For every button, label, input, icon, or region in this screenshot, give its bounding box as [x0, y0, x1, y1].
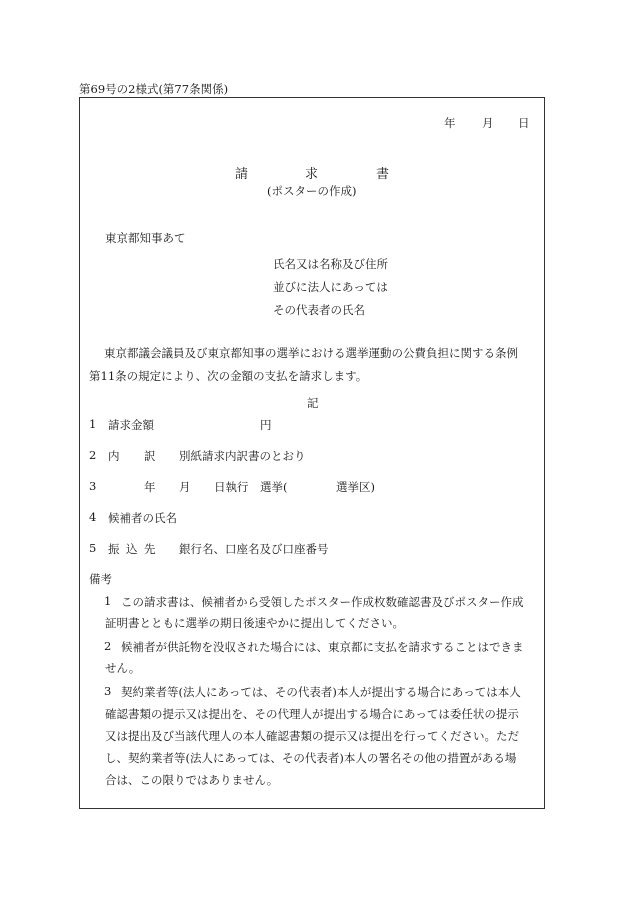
item-5-label-c: 先 — [144, 542, 156, 556]
item-4-label: 候補者の氏名 — [108, 511, 177, 525]
note-1-line-2: 証明書とともに選挙の期日後速やかに提出してください。 — [105, 616, 404, 630]
item-3-month: 月 — [179, 480, 191, 494]
applicant-line-3: その代表者の氏名 — [273, 303, 365, 317]
applicant-line-2: 並びに法人にあっては — [273, 280, 388, 294]
body-line-2: 第11条の規定により、次の金額の支払を請求します。 — [89, 369, 368, 383]
note-3-line-4: し、契約業者等(法人にあっては、その代表者)本人の署名その他の措置がある場 — [105, 751, 517, 765]
item-3-district: 選挙区) — [336, 480, 375, 494]
title-char-2: 求 — [305, 167, 319, 182]
note-1-line-1: この請求書は、候補者から受領したポスター作成枚数確認書及びポスター作成 — [121, 595, 524, 609]
notes-heading: 備考 — [89, 572, 112, 586]
body-line-1: 東京都議会議員及び東京都知事の選挙における選挙運動の公費負担に関する条例 — [104, 346, 518, 360]
item-3-election: 選挙( — [260, 480, 288, 494]
date-day: 日 — [518, 116, 530, 130]
item-3-day-exec: 日執行 — [214, 480, 249, 494]
note-3-line-2: 確認書類の提示又は提出を、その代理人が提出する場合にあっては委任状の提示 — [105, 707, 519, 721]
item-2-value: 別紙請求内訳書のとおり — [179, 449, 306, 463]
addressee: 東京都知事あて — [105, 231, 186, 245]
note-2-line-2: せん。 — [105, 661, 141, 675]
date-month: 月 — [482, 116, 494, 130]
item-1-unit: 円 — [260, 418, 272, 432]
note-2-number: 2 — [104, 639, 112, 653]
date-year: 年 — [444, 116, 456, 130]
applicant-line-1: 氏名又は名称及び住所 — [273, 257, 388, 271]
note-3-line-3: 又は提出及び当該代理人の本人確認書類の提示又は提出を行ってください。ただ — [105, 729, 519, 743]
note-3-line-5: 合は、この限りではありません。 — [105, 773, 279, 787]
item-5-number: 5 — [89, 541, 97, 555]
item-2-number: 2 — [89, 448, 97, 462]
title-char-1: 請 — [235, 167, 249, 182]
item-5-label-b: 込 — [126, 542, 138, 556]
document-subtitle: (ポスターの作成) — [267, 184, 357, 198]
item-5-label-a: 振 — [108, 542, 120, 556]
note-3-line-1: 契約業者等(法人にあっては、その代表者)本人が提出する場合にあっては本人 — [121, 685, 521, 699]
note-1-number: 1 — [104, 594, 112, 608]
item-1-label: 請求金額 — [108, 418, 154, 432]
item-5-value: 銀行名、口座名及び口座番号 — [179, 542, 329, 556]
note-3-number: 3 — [104, 684, 112, 698]
item-3-year: 年 — [144, 480, 156, 494]
item-2-label-b: 訳 — [144, 449, 156, 463]
ki-heading: 記 — [307, 396, 319, 410]
item-1-number: 1 — [89, 417, 97, 431]
title-char-3: 書 — [376, 167, 390, 182]
note-2-line-1: 候補者が供託物を没収された場合には、東京都に支払を請求することはできま — [121, 640, 524, 654]
item-3-number: 3 — [89, 479, 97, 493]
item-2-label-a: 内 — [108, 449, 120, 463]
form-number-label: 第69号の2様式(第77条関係) — [79, 82, 229, 96]
item-4-number: 4 — [89, 510, 97, 524]
